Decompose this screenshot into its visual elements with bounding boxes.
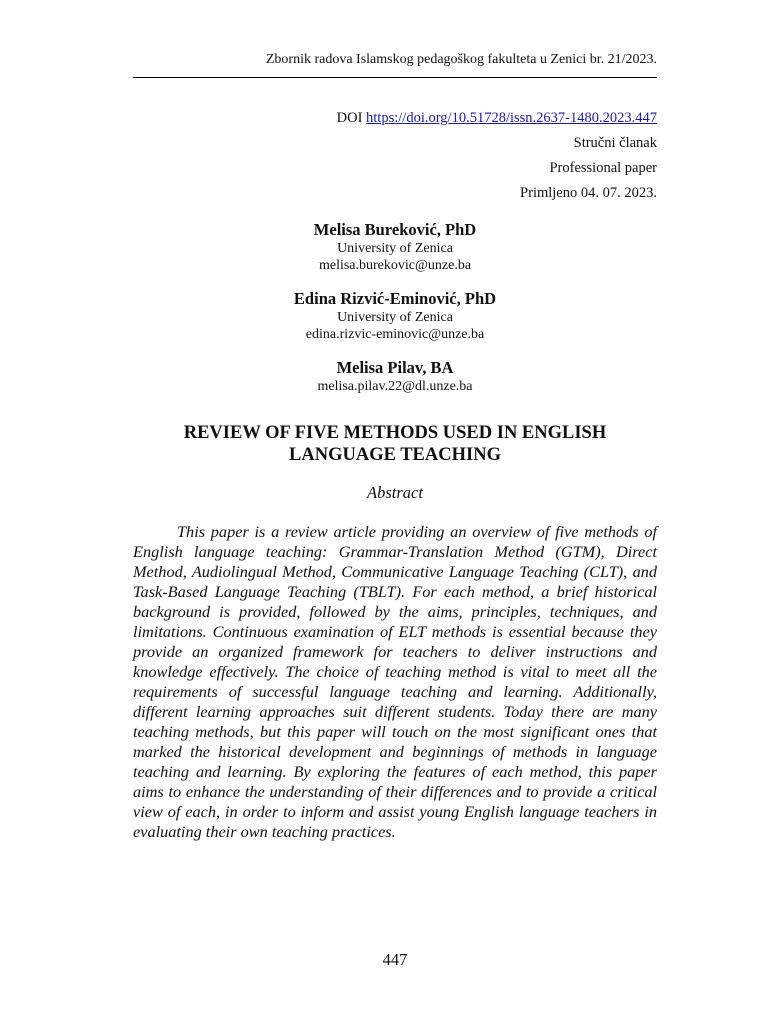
author-name: Melisa Bureković, PhD (313, 220, 477, 239)
article-type-local: Stručni članak (573, 135, 657, 151)
running-header: Zbornik radova Islamskog pedagoškog fakulteta u Zenici br. 21/2023. (265, 52, 657, 67)
author-block (133, 220, 657, 274)
article-type-en: Professional paper (549, 160, 657, 176)
author-name: Edina Rizvić-Eminović, PhD (293, 289, 497, 308)
author-email: melisa.pilav.22@dl.unze.ba (317, 379, 473, 394)
author-email: melisa.burekovic@unze.ba (318, 258, 472, 273)
doi-prefix: DOI (336, 110, 363, 126)
doi-link[interactable]: https://doi.org/10.51728/issn.2637-1480.2023.447 (366, 110, 657, 126)
title-line: REVIEW OF FIVE METHODS USED IN ENGLISH (183, 423, 607, 443)
page-number: 447 (382, 950, 408, 969)
author-affiliation: University of Zenica (337, 241, 453, 256)
author-list (133, 220, 657, 410)
author-block (133, 358, 657, 395)
author-email: edina.rizvic-eminovic@unze.ba (305, 327, 485, 342)
author-name: Melisa Pilav, BA (336, 358, 454, 377)
author-affiliation: University of Zenica (337, 310, 453, 325)
abstract-body: This paper is a review article providing an overview of five methods of English language teaching: Grammar-Translation Method (GTM), Direct Method, Audiolingual Method, Communicative Language Teaching (CLT), and Task-Based Language Teaching (TBLT). For each method, a brief historical background is provided, followed by the aims, principles, techniques, and limitations. Continuous examination of ELT methods is essential because they provide an organized framework for teachers to deliver instructions and knowledge effectively. The choice of teaching method is vital to meet all the requirements of successful language teaching and learning. Additionally, different learning approaches suit different students. Today there are many teaching methods, but this paper will touch on the most significant ones that marked the historical development and beginnings of methods in language teaching and learning. By exploring the features of each method, this paper aims to enhance the understanding of their differences and to provide a critical view of each, in order to inform and assist young English language teachers in evaluating their own teaching practices. (133, 522, 657, 841)
title-line: LANGUAGE TEACHING (289, 445, 501, 465)
author-block (133, 289, 657, 343)
received-date: Primljeno 04. 07. 2023. (520, 185, 657, 201)
article-meta (133, 106, 657, 206)
abstract-heading: Abstract (367, 483, 423, 502)
doi-line (133, 106, 657, 131)
header-rule (133, 77, 657, 78)
paper-title (133, 422, 657, 466)
